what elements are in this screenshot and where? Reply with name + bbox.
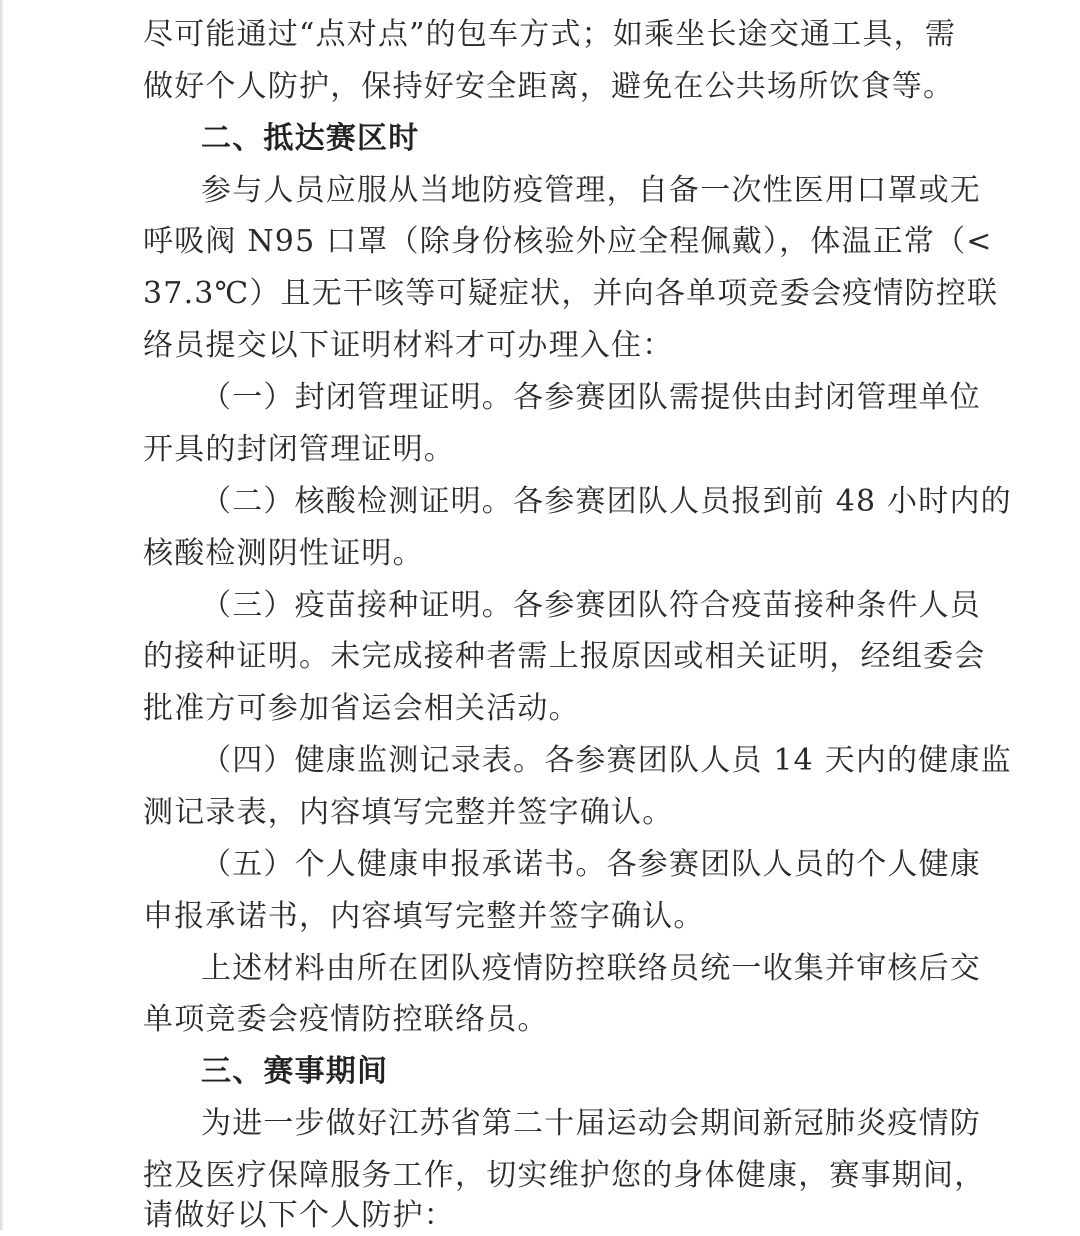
paragraph-line: 尽可能通过“点对点”的包车方式；如乘坐长途交通工具，需 bbox=[143, 17, 957, 52]
section-heading-during-event: 三、赛事期间 bbox=[201, 1054, 389, 1089]
list-item-line: （三）疫苗接种证明。各参赛团队符合疫苗接种条件人员 bbox=[201, 588, 981, 623]
paragraph-line: 控及医疗保障服务工作，切实维护您的身体健康，赛事期间， bbox=[143, 1158, 986, 1193]
paragraph-line: 参与人员应服从当地防疫管理，自备一次性医用口罩或无 bbox=[201, 173, 981, 208]
section-heading-arrival: 二、抵达赛区时 bbox=[201, 121, 420, 156]
list-item-line: 的接种证明。未完成接种者需上报原因或相关证明，经组委会 bbox=[143, 639, 986, 674]
list-item-line: 批准方可参加省运会相关活动。 bbox=[143, 691, 580, 726]
list-item-line: 申报承诺书，内容填写完整并签字确认。 bbox=[143, 899, 705, 934]
paragraph-line: 单项竞委会疫情防控联络员。 bbox=[143, 1002, 549, 1037]
list-item-line: （一）封闭管理证明。各参赛团队需提供由封闭管理单位 bbox=[201, 380, 981, 415]
paragraph-line: 请做好以下个人防护： bbox=[143, 1198, 455, 1233]
paragraph-line: 络员提交以下证明材料才可办理入住： bbox=[143, 328, 674, 363]
list-item-line: （二）核酸检测证明。各参赛团队人员报到前 48 小时内的 bbox=[201, 484, 1012, 519]
list-item-line: 开具的封闭管理证明。 bbox=[143, 432, 455, 467]
paragraph-line: 为进一步做好江苏省第二十届运动会期间新冠肺炎疫情防 bbox=[201, 1106, 981, 1141]
paragraph-line: 37.3℃）且无干咳等可疑症状，并向各单项竞委会疫情防控联 bbox=[143, 276, 999, 311]
list-item-line: （五）个人健康申报承诺书。各参赛团队人员的个人健康 bbox=[201, 847, 981, 882]
paragraph-line: 呼吸阀 N95 口罩（除身份核验外应全程佩戴），体温正常（< bbox=[143, 224, 993, 259]
list-item-line: （四）健康监测记录表。各参赛团队人员 14 天内的健康监 bbox=[201, 743, 1012, 778]
list-item-line: 核酸检测阴性证明。 bbox=[143, 536, 424, 571]
paragraph-line: 做好个人防护，保持好安全距离，避免在公共场所饮食等。 bbox=[143, 69, 955, 104]
scan-edge-shadow bbox=[0, 0, 4, 1230]
paragraph-line: 上述材料由所在团队疫情防控联络员统一收集并审核后交 bbox=[201, 951, 981, 986]
list-item-line: 测记录表，内容填写完整并签字确认。 bbox=[143, 795, 674, 830]
